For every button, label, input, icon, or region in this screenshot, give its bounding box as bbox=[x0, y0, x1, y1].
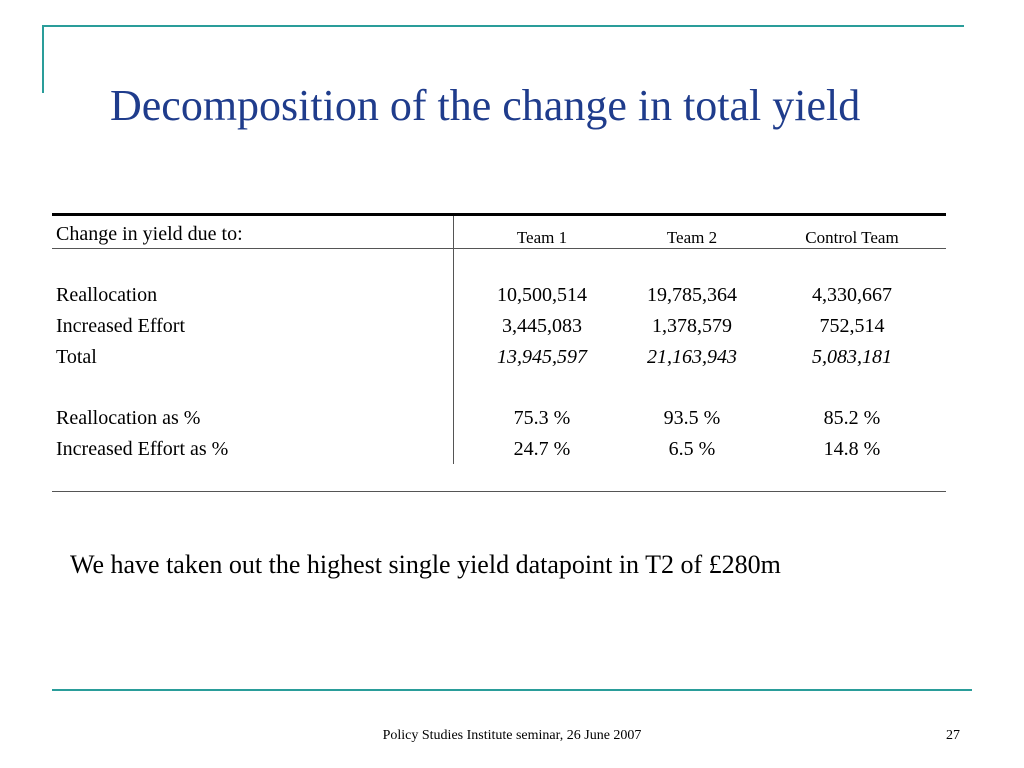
table-header-label: Change in yield due to: bbox=[56, 223, 243, 245]
cell-reallocation-pct-team-1: 75.3 % bbox=[513, 407, 571, 429]
column-header-team-2: Team 2 bbox=[666, 228, 718, 247]
row-label-increased-effort: Increased Effort bbox=[56, 315, 186, 337]
cell-increased-effort-team-2: 1,378,579 bbox=[652, 315, 732, 337]
row-label-total: Total bbox=[56, 346, 97, 368]
table-bottom-rule bbox=[52, 491, 946, 492]
table-top-rule bbox=[52, 213, 946, 216]
row-label-reallocation-pct: Reallocation as % bbox=[56, 407, 201, 429]
cell-reallocation-pct-control-team: 85.2 % bbox=[823, 407, 881, 429]
slide-note: We have taken out the highest single yield datapoint in T2 of £280m bbox=[70, 550, 781, 579]
cell-reallocation-pct-team-2: 93.5 % bbox=[663, 407, 721, 429]
cell-total-team-1: 13,945,597 bbox=[497, 346, 587, 368]
cell-total-control-team: 5,083,181 bbox=[812, 346, 892, 368]
slide-footer: Policy Studies Institute seminar, 26 June 2007 bbox=[382, 728, 642, 743]
slide-title: Decomposition of the change in total yield bbox=[110, 81, 861, 130]
cell-increased-effort-pct-team-2: 6.5 % bbox=[668, 438, 716, 460]
cell-reallocation-team-1: 10,500,514 bbox=[497, 284, 587, 306]
row-label-increased-effort-pct: Increased Effort as % bbox=[56, 438, 229, 460]
cell-reallocation-control-team: 4,330,667 bbox=[812, 284, 892, 306]
page-number: 27 bbox=[946, 728, 960, 743]
left-accent-line bbox=[42, 25, 44, 93]
row-label-reallocation: Reallocation bbox=[56, 284, 158, 306]
column-header-team-1: Team 1 bbox=[516, 228, 568, 247]
cell-increased-effort-pct-team-1: 24.7 % bbox=[513, 438, 571, 460]
cell-reallocation-team-2: 19,785,364 bbox=[647, 284, 737, 306]
cell-increased-effort-pct-control-team: 14.8 % bbox=[823, 438, 881, 460]
bottom-accent-line bbox=[52, 689, 972, 691]
cell-increased-effort-control-team: 752,514 bbox=[819, 315, 885, 337]
cell-total-team-2: 21,163,943 bbox=[647, 346, 737, 368]
yield-table bbox=[52, 213, 946, 493]
top-accent-line bbox=[42, 25, 964, 27]
column-header-control-team: Control Team bbox=[805, 228, 899, 247]
table-column-separator bbox=[453, 216, 454, 464]
cell-increased-effort-team-1: 3,445,083 bbox=[502, 315, 582, 337]
